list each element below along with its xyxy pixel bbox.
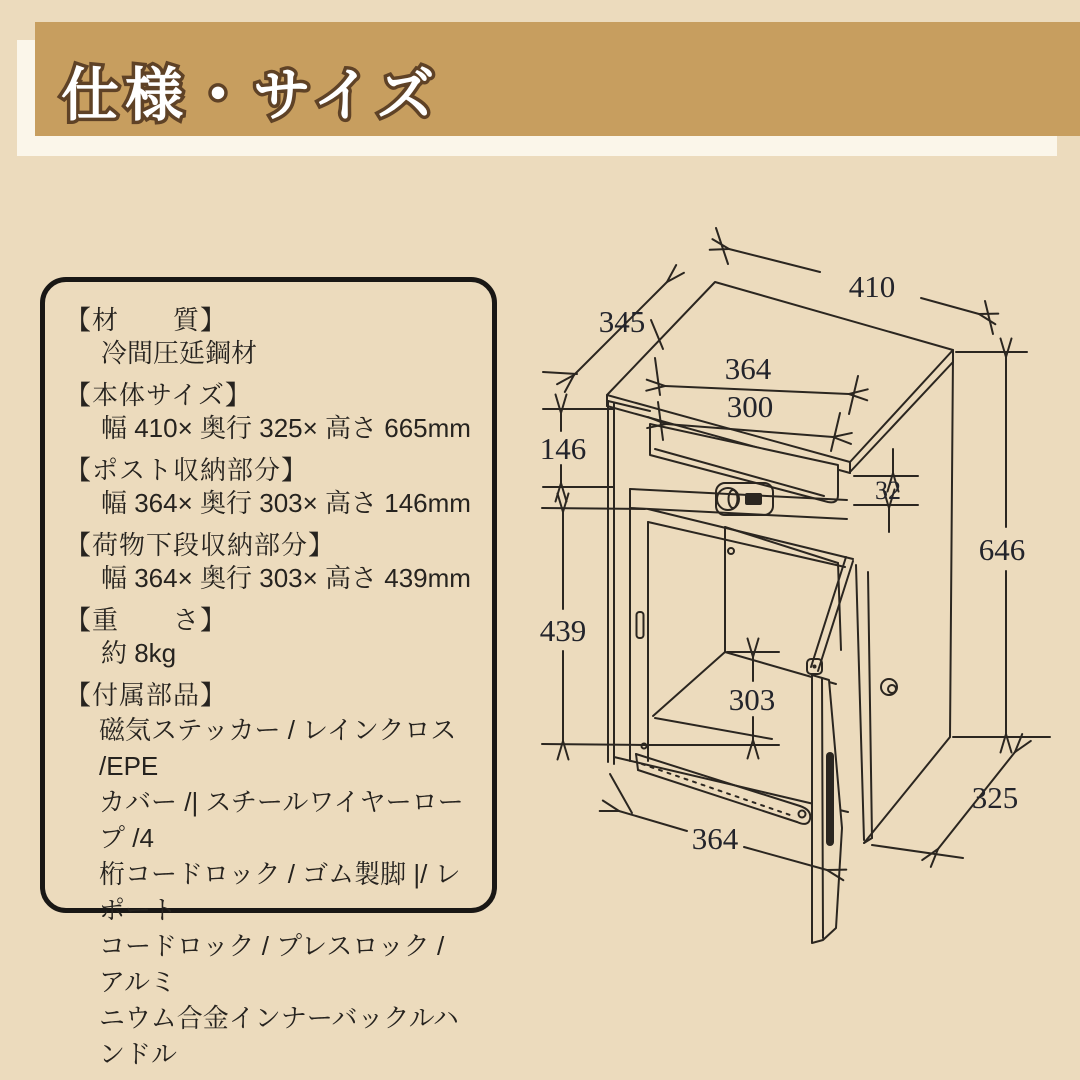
spec-section-material	[65, 304, 474, 370]
spec-box	[40, 277, 497, 1069]
dim-lower-height: 439	[539, 613, 587, 648]
spec-label: 【重 さ】	[65, 605, 228, 635]
spec-value: 約 8kg	[101, 638, 177, 668]
dim-body-depth: 325	[971, 780, 1019, 815]
dim-slot-gap: 32	[875, 476, 901, 505]
spec-value: 幅 364× 奥行 303× 高さ 439mm	[101, 563, 471, 593]
spec-section-post	[65, 454, 474, 520]
dimension-diagram	[520, 200, 1080, 980]
spec-label: 【荷物下段収納部分】	[65, 530, 336, 560]
spec-section-weight	[65, 604, 474, 670]
page-title: 仕様・サイズ	[61, 63, 441, 128]
spec-value-line: ニウム合金インナーバックルハンドル	[99, 1003, 459, 1069]
spec-value-line: カバー /| スチールワイヤーロープ /4	[99, 787, 464, 853]
open-door	[807, 557, 853, 943]
door-handle-slot	[826, 752, 834, 846]
dim-slot-outer: 364	[724, 351, 772, 386]
keyhole-icon	[881, 679, 897, 695]
spec-value-line: 桁コードロック / ゴム製脚 |/ レポート	[99, 859, 461, 925]
hinge-rail	[636, 754, 810, 824]
spec-value-line: コードロック / プレスロック / アルミ	[99, 931, 445, 997]
dim-top-width: 410	[848, 269, 896, 304]
dim-bottom-width: 364	[691, 821, 739, 856]
dim-total-height: 646	[978, 532, 1026, 567]
spec-value: 幅 364× 奥行 303× 高さ 146mm	[101, 488, 471, 518]
spec-section-lower	[65, 529, 474, 595]
spec-label: 【ポスト収納部分】	[65, 455, 309, 485]
spec-value: 冷間圧延鋼材	[101, 338, 258, 368]
dim-post-height: 146	[539, 431, 587, 466]
spec-label: 【本体サイズ】	[65, 380, 252, 410]
title-banner	[35, 22, 1080, 136]
spec-section-accessories	[65, 679, 474, 1072]
spec-value: 幅 410× 奥行 325× 高さ 665mm	[101, 413, 471, 443]
dim-interior-depth: 303	[728, 682, 776, 717]
dim-lid-depth: 345	[598, 304, 646, 339]
spec-section-body-size	[65, 379, 474, 445]
spec-label: 【材 質】	[65, 305, 228, 335]
combination-lock-icon	[716, 483, 773, 515]
dim-slot-inner: 300	[726, 389, 774, 424]
spec-label: 【付属部品】	[65, 680, 228, 710]
spec-value-line: 磁気ステッカー / レインクロス /EPE	[99, 715, 457, 781]
